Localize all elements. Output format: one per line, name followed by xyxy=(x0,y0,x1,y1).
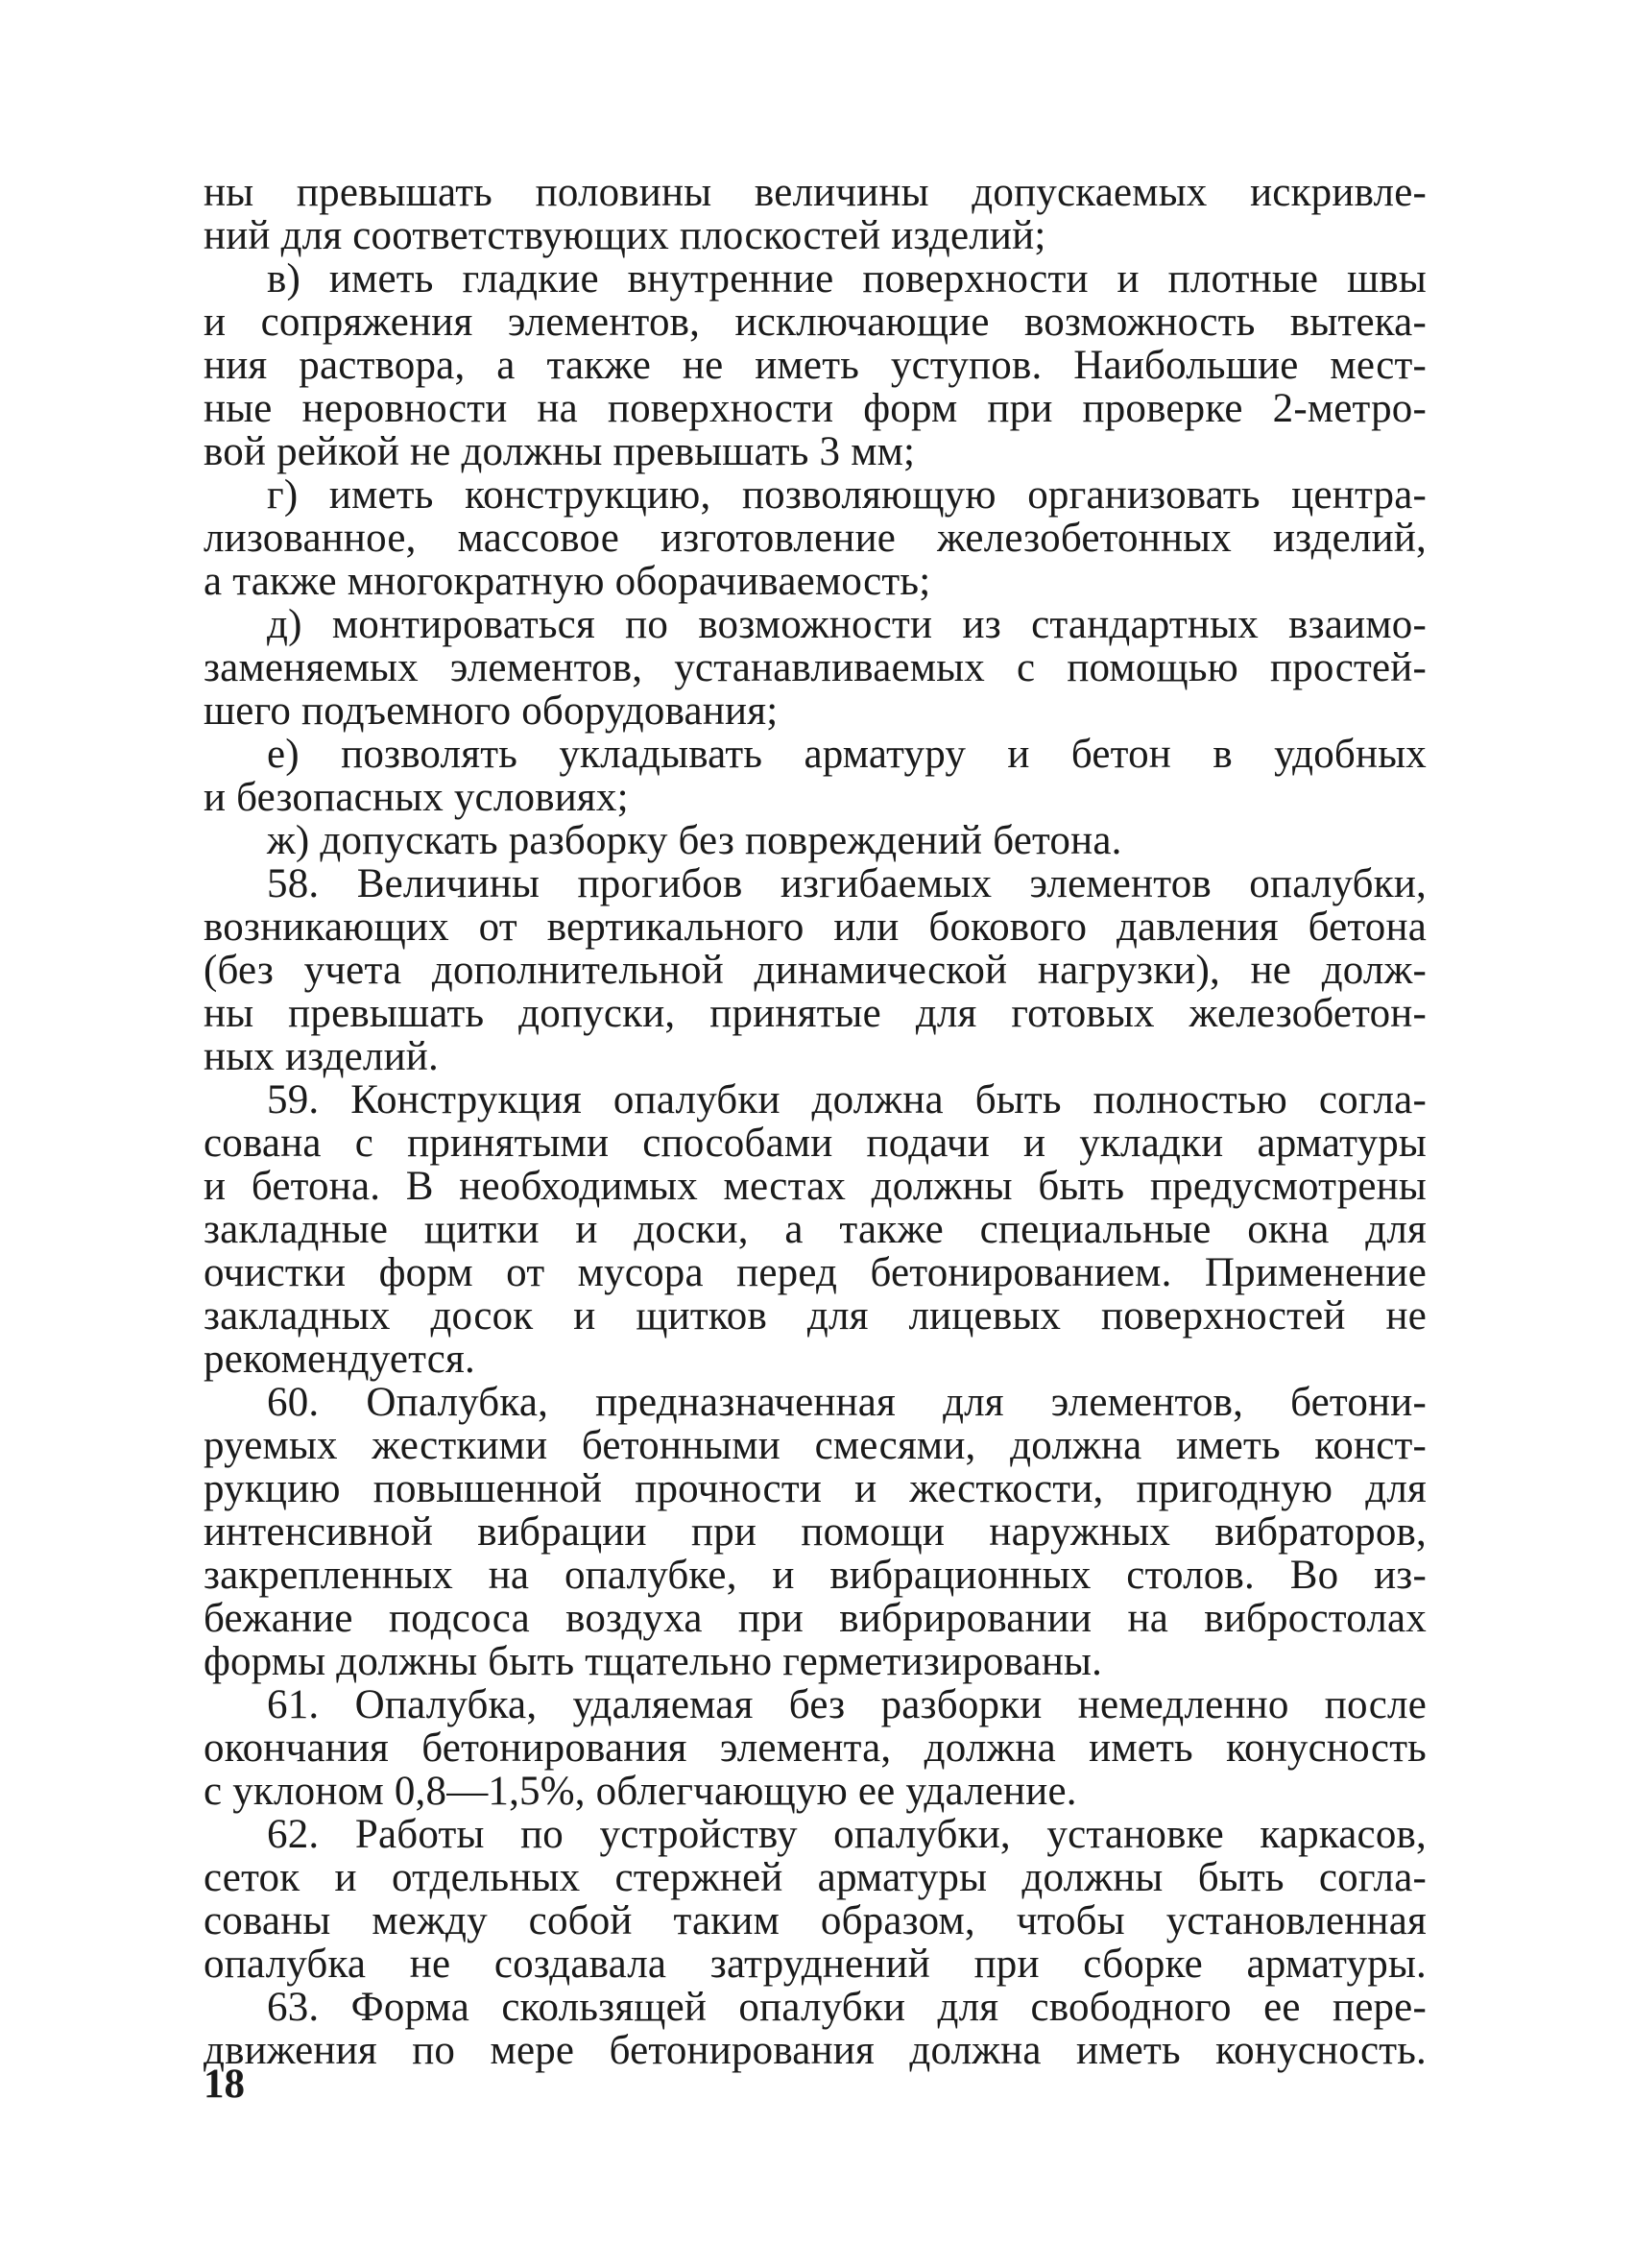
text-line: в) иметь гладкие внутренние поверхности и плотные швы xyxy=(267,256,1427,302)
text-line: 59. Конструкция опалубки должна быть полностью согла- xyxy=(267,1077,1427,1122)
text-line: формы должны быть тщательно герметизированы. xyxy=(204,1639,1103,1684)
text-line: ний для соответствующих плоскостей изделий; xyxy=(204,213,1046,258)
text-line: сованы между собой таким образом, чтобы установленная xyxy=(204,1898,1427,1943)
text-line: бежание подсоса воздуха при вибрировании на вибростолах xyxy=(204,1596,1427,1641)
text-line: движения по мере бетонирования должна иметь конусность. xyxy=(204,2028,1427,2073)
text-line: окончания бетонирования элемента, должна иметь конусность xyxy=(204,1725,1427,1771)
text-line: 62. Работы по устройству опалубки, установке каркасов, xyxy=(267,1812,1427,1857)
text-line: опалубка не создавала затруднений при сборке арматуры. xyxy=(204,1942,1427,1987)
page-body xyxy=(204,171,1427,2072)
text-line: сеток и отдельных стержней арматуры должны быть согла- xyxy=(204,1855,1427,1900)
text-line: интенсивной вибрации при помощи наружных вибраторов, xyxy=(204,1509,1427,1555)
text-line: и безопасных условиях; xyxy=(204,775,629,820)
text-line: очистки форм от мусора перед бетонированием. Применение xyxy=(204,1250,1427,1295)
text-line: ния раствора, а также не иметь уступов. Наибольшие мест- xyxy=(204,343,1427,388)
text-line: закрепленных на опалубке, и вибрационных столов. Во из- xyxy=(204,1553,1427,1598)
text-line: заменяемых элементов, устанавливаемых с помощью простей- xyxy=(204,645,1427,690)
text-line: шего подъемного оборудования; xyxy=(204,688,779,734)
text-line: с уклоном 0,8—1,5%, облегчающую ее удаление. xyxy=(204,1769,1077,1814)
text-line: лизованное, массовое изготовление железобетонных изделий, xyxy=(204,516,1427,561)
text-line: и сопряжения элементов, исключающие возможность вытека- xyxy=(204,300,1427,345)
text-line: сована с принятыми способами подачи и укладки арматуры xyxy=(204,1121,1427,1166)
page-number: 18 xyxy=(204,2062,245,2107)
text-line: закладных досок и щитков для лицевых поверхностей не xyxy=(204,1293,1427,1339)
text-line: 60. Опалубка, предназначенная для элементов, бетони- xyxy=(267,1380,1427,1425)
text-line: 63. Форма скользящей опалубки для свободного ее пере- xyxy=(267,1985,1427,2030)
text-line: а также многократную оборачиваемость; xyxy=(204,559,931,604)
text-line: (без учета дополнительной динамической нагрузки), не долж- xyxy=(204,948,1427,993)
text-line: ные неровности на поверхности форм при проверке 2-метро- xyxy=(204,386,1427,431)
text-line: рекомендуется. xyxy=(204,1337,475,1382)
text-line: руемых жесткими бетонными смесями, должна иметь конст- xyxy=(204,1423,1427,1468)
text-line: г) иметь конструкцию, позволяющую организовать центра- xyxy=(267,472,1427,518)
text-line: д) монтироваться по возможности из стандартных взаимо- xyxy=(267,602,1427,647)
text-line: закладные щитки и доски, а также специальные окна для xyxy=(204,1207,1427,1252)
text-line: ных изделий. xyxy=(204,1034,439,1079)
text-line: ж) допускать разборку без повреждений бетона. xyxy=(267,818,1122,863)
text-line: и бетона. В необходимых местах должны быть предусмотрены xyxy=(204,1164,1427,1209)
text-line: 61. Опалубка, удаляемая без разборки немедленно после xyxy=(267,1682,1427,1727)
text-line: рукцию повышенной прочности и жесткости, пригодную для xyxy=(204,1466,1427,1511)
text-line: е) позволять укладывать арматуру и бетон в удобных xyxy=(267,732,1427,777)
text-line: ны превышать допуски, принятые для готовых железобетон- xyxy=(204,991,1427,1036)
text-line: вой рейкой не должны превышать 3 мм; xyxy=(204,429,916,474)
text-line: возникающих от вертикального или бокового давления бетона xyxy=(204,905,1427,950)
text-line: ны превышать половины величины допускаемых искривле- xyxy=(204,170,1427,215)
text-line: 58. Величины прогибов изгибаемых элементов опалубки, xyxy=(267,861,1427,906)
